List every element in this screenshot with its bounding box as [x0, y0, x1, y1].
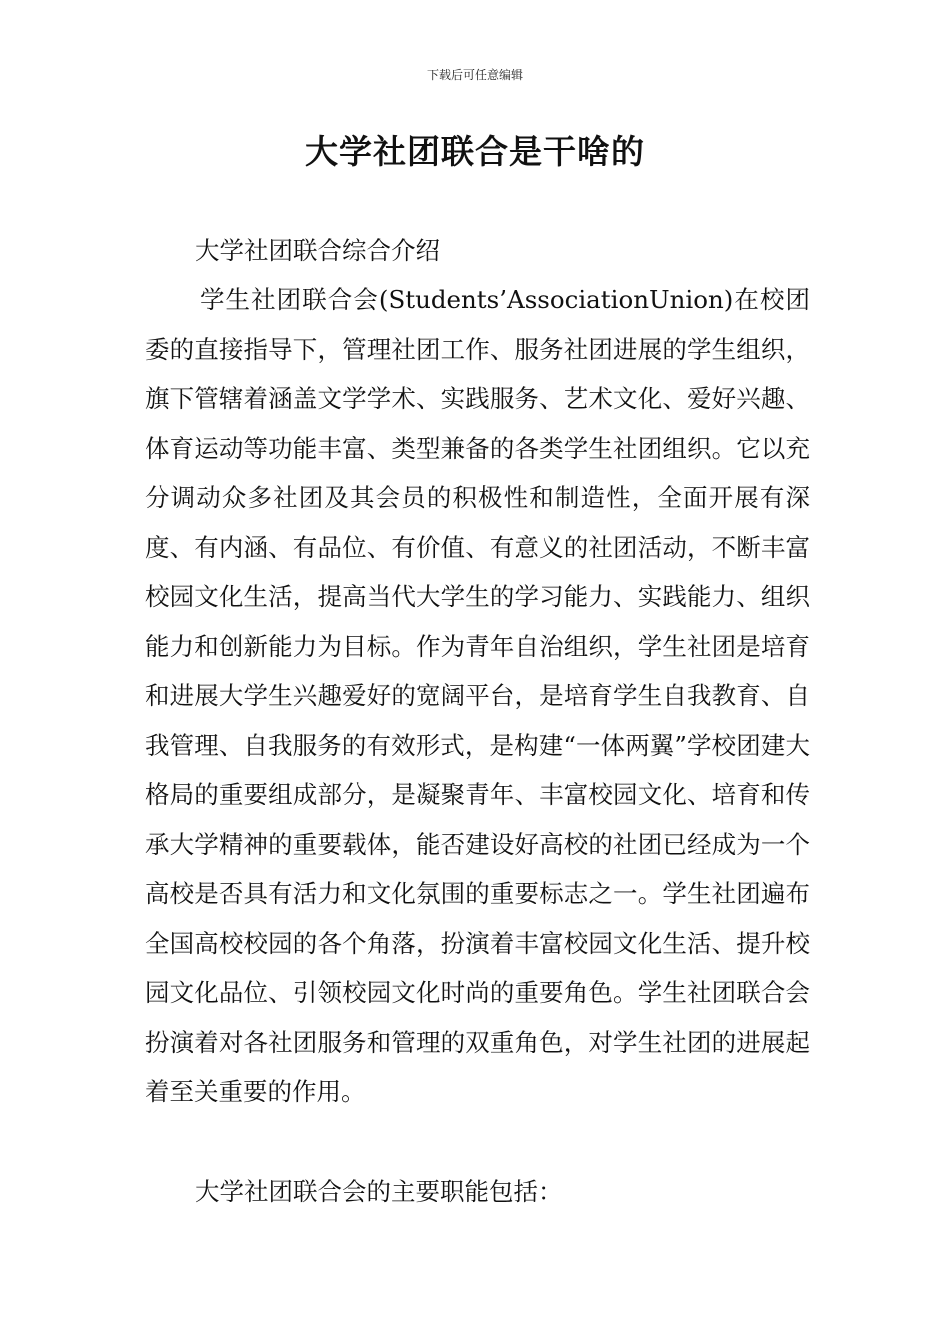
body-paragraph-functions: 大学社团联合会的主要职能包括：	[195, 1177, 563, 1206]
header-note: 下载后可任意编辑	[426, 68, 523, 82]
subheading: 大学社团联合综合介绍	[195, 236, 440, 265]
page-title: 大学社团联合是干啥的	[305, 132, 645, 171]
body-paragraph-intro: 学生社团联合会(Students’AssociationUnion)在校团委的直接指导下，管理社团工作、服务社团进展的学生组织，旗下管辖着涵盖文学学术、实践服务、艺术文化、爱好兴趣、体育运动等功能丰富、类型兼备的各类学生社团组织。它以充分调动众多社团及其会员的积极性和制造性，全面开展有深度、有内涵、有品位、有价值、有意义的社团活动，不断丰富校园文化生活，提高当代大学生的学习能力、实践能力、组织能力和创新能力为目标。作为青年自治组织，学生社团是培育和进展大学生兴趣爱好的宽阔平台，是培育学生自我教育、自我管理、自我服务的有效形式，是构建“一体两翼”学校团建大格局的重要组成部分，是凝聚青年、丰富校园文化、培育和传承大学精神的重要载体，能否建设好高校的社团已经成为一个高校是否具有活力和文化氛围的重要标志之一。学生社团遍布全国高校校园的各个角落，扮演着丰富校园文化生活、提升校园文化品位、引领校园文化时尚的重要角色。学生社团联合会扮演着对各社团服务和管理的双重角色，对学生社团的进展起着至关重要的作用。	[145, 285, 810, 1106]
